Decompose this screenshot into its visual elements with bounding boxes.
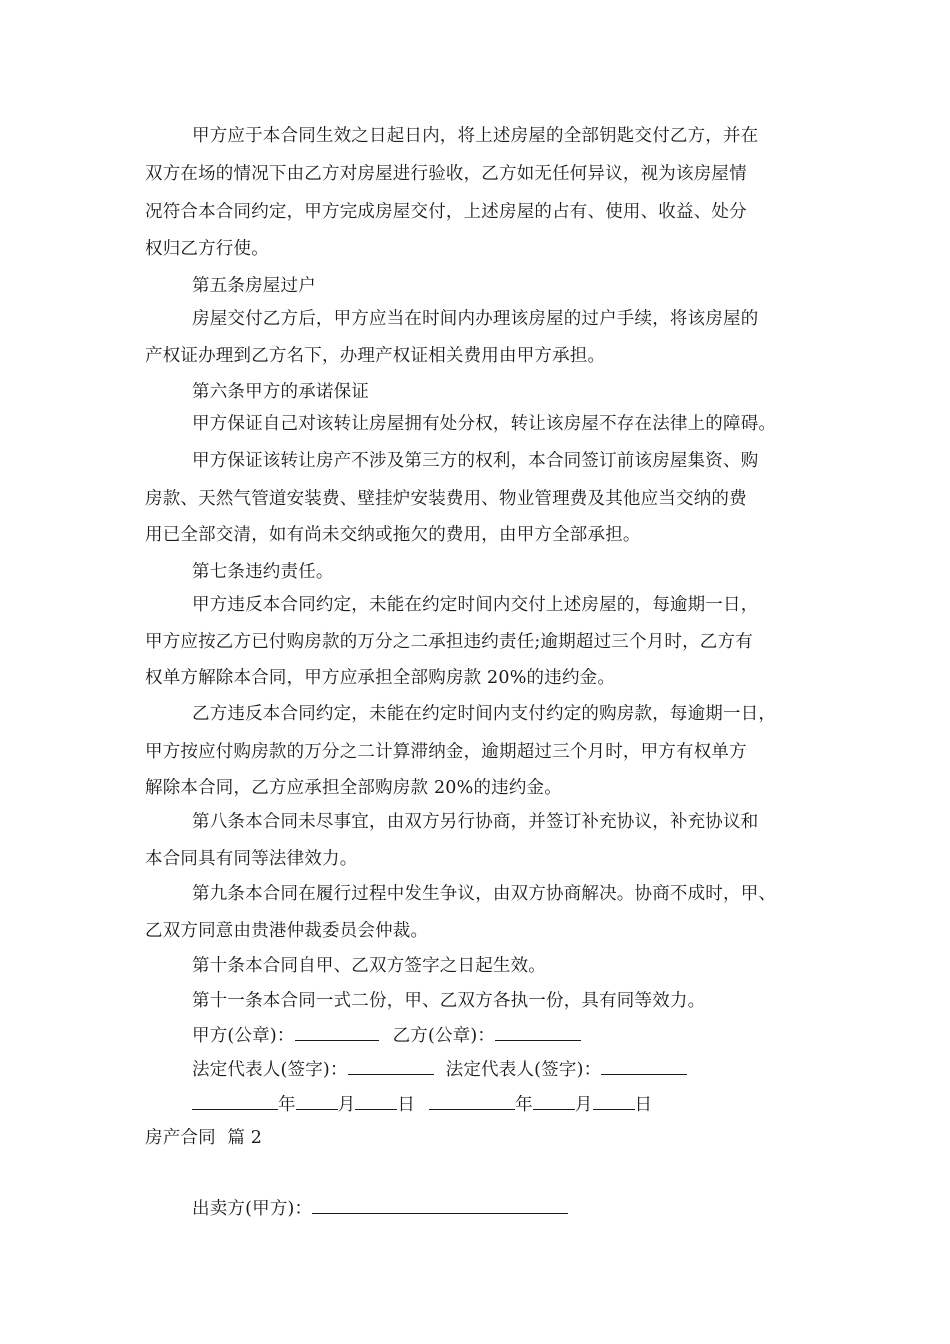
paragraph-line: 甲方保证该转让房产不涉及第三方的权利，本合同签订前该房屋集资、购: [192, 451, 759, 471]
month-label: 月: [337, 1095, 356, 1115]
paragraph-line: 房款、天然气管道安装费、壁挂炉安装费用、物业管理费及其他应当交纳的费: [145, 489, 747, 509]
paragraph-line: 甲方保证自己对该转让房屋拥有处分权，转让该房屋不存在法律上的障碍。: [192, 414, 777, 434]
party-b-seal-label: 乙方(公章)：: [392, 1026, 496, 1046]
paragraph-line: 解除本合同，乙方应承担全部购房款 20%的违约金。: [145, 778, 562, 798]
day-blank-a: [355, 1092, 397, 1110]
paragraph-line: 甲方应于本合同生效之日起日内，将上述房屋的全部钥匙交付乙方，并在: [192, 126, 759, 146]
month-blank-b: [533, 1092, 575, 1110]
legal-rep-a-label: 法定代表人(签字)：: [192, 1060, 348, 1080]
paragraph-line: 甲方违反本合同约定，未能在约定时间内交付上述房屋的，每逾期一日，: [192, 595, 759, 615]
article-9-line: 第九条本合同在履行过程中发生争议，由双方协商解决。协商不成时，甲、: [192, 884, 777, 904]
seller-label: 出卖方(甲方)：: [192, 1199, 313, 1219]
legal-rep-row: [192, 1057, 687, 1082]
legal-rep-b-blank: [601, 1057, 687, 1075]
day-label: 日: [397, 1095, 416, 1115]
paragraph-line: 乙方违反本合同约定，未能在约定时间内支付约定的购房款，每逾期一日，: [192, 704, 777, 724]
paragraph-line: 权归乙方行使。: [145, 239, 269, 259]
article-11-line: 第十一条本合同一式二份，甲、乙双方各执一份，具有同等效力。: [192, 991, 706, 1011]
paragraph-line: 房屋交付乙方后，甲方应当在时间内办理该房屋的过户手续，将该房屋的: [192, 309, 759, 329]
paragraph-line: 甲方应按乙方已付购房款的万分之二承担违约责任;逾期超过三个月时，乙方有: [145, 632, 753, 652]
seller-blank: [312, 1196, 568, 1214]
article-6-title: 第六条甲方的承诺保证: [192, 382, 369, 402]
article-5-title: 第五条房屋过户: [192, 276, 316, 296]
seller-row: [192, 1196, 568, 1221]
year-label: 年: [515, 1095, 533, 1115]
year-blank-b: [429, 1092, 515, 1110]
paragraph-line: 用已全部交清，如有尚未交纳或拖欠的费用，由甲方全部承担。: [145, 525, 641, 545]
legal-rep-b-label: 法定代表人(签字)：: [445, 1060, 602, 1080]
paragraph-line: 权单方解除本合同，甲方应承担全部购房款 20%的违约金。: [145, 668, 616, 688]
year-label: 年: [278, 1095, 296, 1115]
paragraph-line: 甲方按应付购房款的万分之二计算滞纳金，逾期超过三个月时，甲方有权单方: [145, 742, 747, 762]
month-blank-a: [296, 1092, 338, 1110]
article-7-title: 第七条违约责任。: [192, 562, 334, 582]
date-row: [192, 1092, 652, 1117]
section-2-title: 房产合同 篇 2: [145, 1128, 263, 1148]
paragraph-line: 本合同具有同等法律效力。: [145, 849, 358, 869]
party-a-seal-blank: [295, 1023, 379, 1041]
paragraph-line: 双方在场的情况下由乙方对房屋进行验收，乙方如无任何异议，视为该房屋情: [145, 164, 747, 184]
party-a-seal-label: 甲方(公章)：: [192, 1026, 295, 1046]
year-blank-a: [192, 1092, 278, 1110]
article-8-line: 第八条本合同未尽事宜，由双方另行协商，并签订补充协议，补充协议和: [192, 812, 759, 832]
paragraph-line: 产权证办理到乙方名下，办理产权证相关费用由甲方承担。: [145, 346, 606, 366]
day-blank-b: [593, 1092, 635, 1110]
seal-row: [192, 1023, 581, 1048]
day-label: 日: [634, 1095, 653, 1115]
article-10-line: 第十条本合同自甲、乙双方签字之日起生效。: [192, 956, 546, 976]
paragraph-line: 况符合本合同约定，甲方完成房屋交付，上述房屋的占有、使用、收益、处分: [145, 202, 747, 222]
paragraph-line: 乙双方同意由贵港仲裁委员会仲裁。: [145, 921, 429, 941]
party-b-seal-blank: [495, 1023, 581, 1041]
month-label: 月: [574, 1095, 593, 1115]
legal-rep-a-blank: [348, 1057, 434, 1075]
